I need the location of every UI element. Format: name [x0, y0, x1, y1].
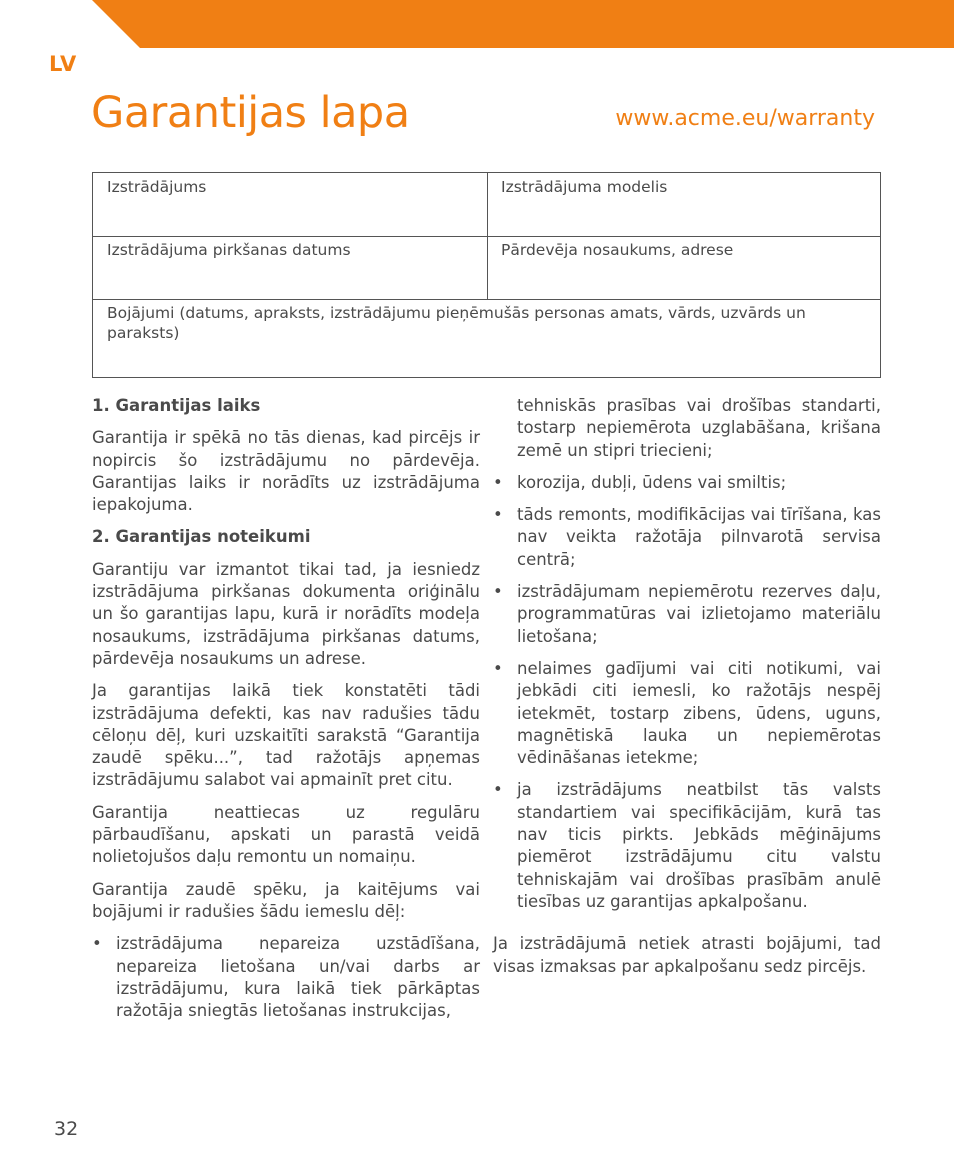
paragraph: Garantija zaudē spēku, ja kaitējums vai bojājumi ir radušies šādu iemeslu dēļ: — [92, 879, 480, 921]
list-item: • izstrādājuma nepareiza uzstādīšana, nepareiza lietošana un/vai darbs ar izstrādājumu, kura laikā tiek pārkāptas ražotāja sniegtās lietošanas instrukcijas, — [92, 934, 480, 1021]
bullet: • — [493, 582, 503, 602]
exclusions-list — [92, 933, 480, 1022]
list-item: • ja izstrādājums neatbilst tās valsts standartiem vai specifikācijām, kurā tas nav ticis pirkts. Jebkāds mēģinājums piemērot izstrādājumu citu valstu tehniskajām vai drošības prasībām anulē tiesības uz garantijas apkalpošanu. — [493, 780, 881, 911]
paragraph-final: Ja izstrādājumā netiek atrasti bojājumi, tad visas izmaksas par apkalpošanu sedz pircējs. — [493, 934, 881, 976]
form-field-seller[interactable]: Pārdevēja nosaukums, adrese — [501, 241, 734, 259]
text-column-right — [493, 395, 881, 988]
orange-header-bar — [0, 0, 954, 48]
section-heading-warranty-period: 1. Garantijas laiks — [92, 396, 261, 415]
list-item: • tāds remonts, modifikācijas vai tīrīšana, kas nav veikta ražotāja pilnvarotā servisa centrā; — [493, 505, 881, 569]
language-code: LV — [49, 52, 77, 76]
list-item: • nelaimes gadījumi vai citi notikumi, vai jebkādi citi iemesli, ko ražotājs nespēj ietekmēt, tostarp zibens, ūdens, uguns, magnētiskā lauka un nepiemērotas vēdināšanas ietekme; — [493, 658, 881, 768]
bullet: • — [493, 505, 503, 525]
bullet: • — [92, 934, 102, 954]
warranty-form-table — [92, 172, 881, 378]
page-number: 32 — [54, 1118, 79, 1140]
form-field-purchase-date[interactable]: Izstrādājuma pirkšanas datums — [107, 241, 351, 259]
section-heading-warranty-terms: 2. Garantijas noteikumi — [92, 527, 311, 547]
bullet: • — [493, 472, 503, 492]
paragraph: Garantiju var izmantot tikai tad, ja iesniedz izstrādājuma pirkšanas dokumenta oriģinālu un šo garantijas lapu, kurā ir norādīts modeļa nosaukums, izstrādājuma pirkšanas datums, pārdevēja nosaukums un adrese. — [92, 559, 480, 668]
list-item: • izstrādājumam nepiemērotu rezerves daļu, programmatūras vai izlietojamo materiālu lietošana; — [493, 582, 881, 646]
paragraph: Ja garantijas laikā tiek konstatēti tādi izstrādājuma defekti, kas nav radušies tādu cēloņu dēļ, kuri uzskaitīti sarakstā “Garantija zaudē spēku...”, tad ražotājs apņemas izstrādājumu salabot vai apmainīt pret citu. — [92, 681, 480, 790]
exclusions-list-continued — [493, 472, 881, 913]
bullet: • — [493, 780, 503, 800]
page-title: Garantijas lapa — [91, 88, 410, 138]
bullet: • — [493, 658, 503, 678]
text-column-left — [92, 395, 480, 1032]
paragraph: Garantija neattiecas uz regulāru pārbaudīšanu, apskati un parastā veidā nolietojušos daļu remontu un nomaiņu. — [92, 802, 480, 867]
paragraph: Garantija ir spēkā no tās dienas, kad pircējs ir nopircis šo izstrādājumu no pārdevēja. Garantijas laiks ir norādīts uz izstrādājuma iepakojuma. — [92, 428, 480, 515]
form-field-damages[interactable]: Bojājumi (datums, apraksts, izstrādājumu pieņēmušās personas amats, vārds, uzvārds un paraksts) — [107, 304, 806, 342]
list-item-continuation: tehniskās prasības vai drošības standarti, tostarp nepiemērota uzglabāšana, krišana zemē un stipri triecieni; — [517, 396, 881, 460]
form-field-product[interactable]: Izstrādājums — [107, 178, 207, 196]
warranty-url: www.acme.eu/warranty — [615, 106, 875, 131]
list-item: • korozija, dubļi, ūdens vai smiltis; — [493, 472, 881, 494]
form-field-model[interactable]: Izstrādājuma modelis — [501, 178, 668, 196]
